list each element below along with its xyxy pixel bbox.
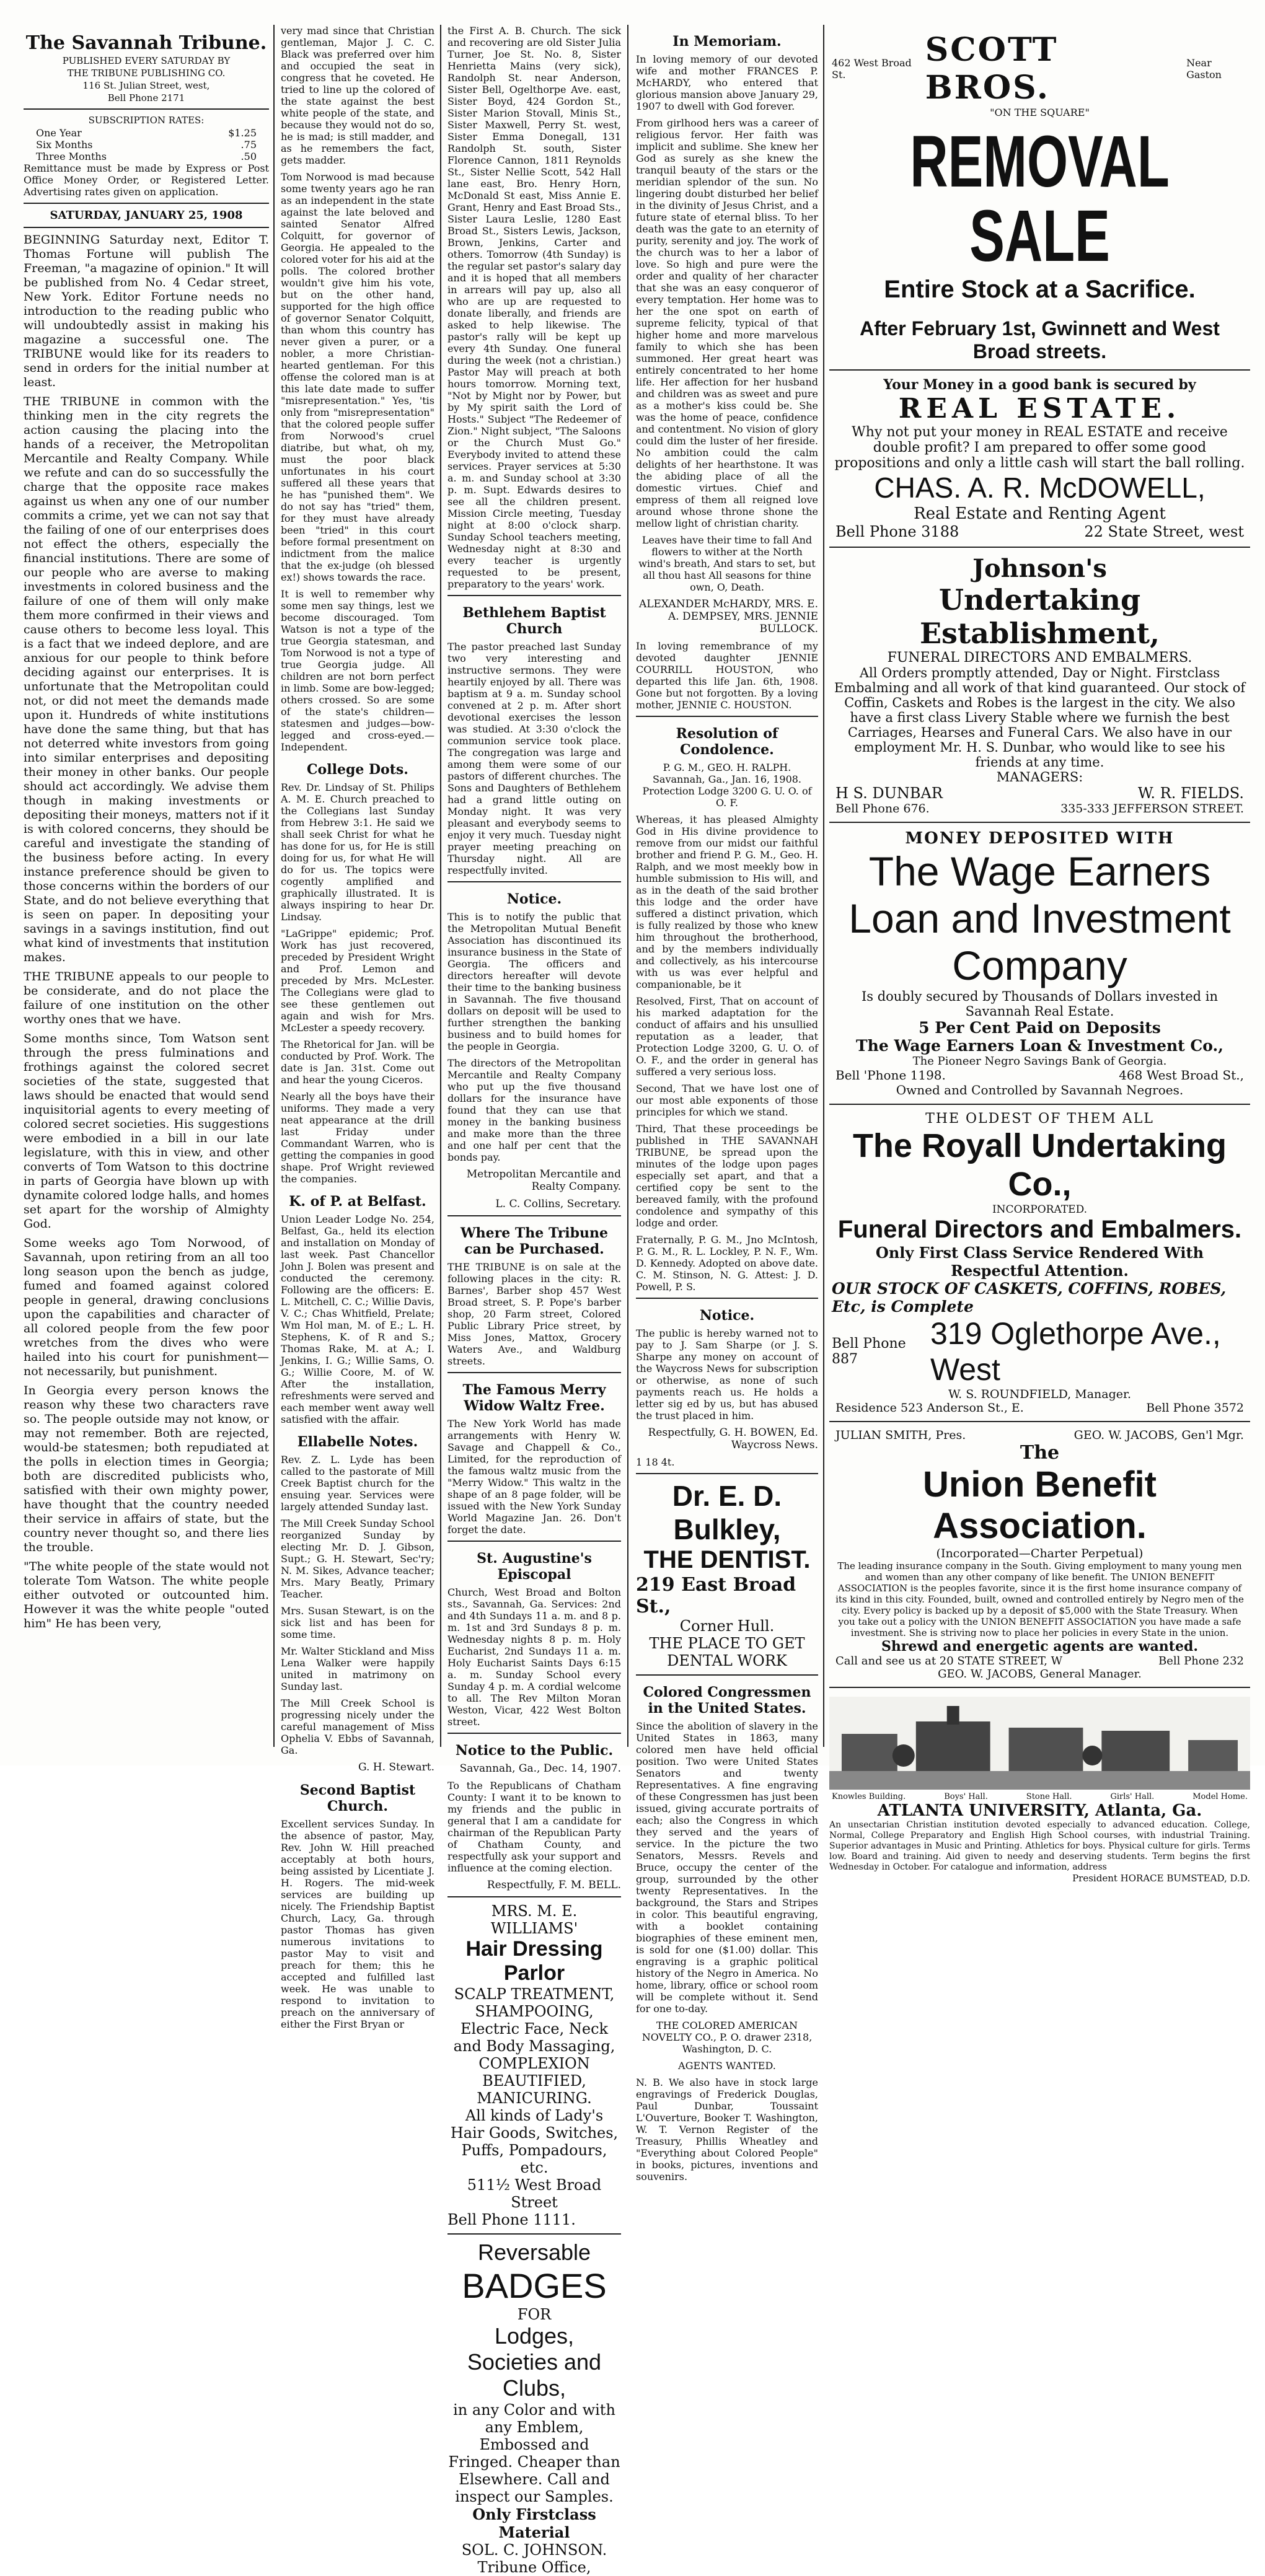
royall-top: THE OLDEST OF THEM ALL [925,1111,1154,1127]
divider [24,203,269,204]
union-pres: JULIAN SMITH, Pres. [835,1428,966,1442]
hair-parlor-title: Hair Dressing Parlor [465,1937,603,1985]
where-heading: Where The Tribune can be Purchased. [460,1225,609,1257]
royall-stock: OUR STOCK OF CASKETS, COFFINS, ROBES, Etc, is Complete [832,1280,1227,1316]
public-notice-paragraph: To the Republicans of Chatham County: I want it to be known to my friends and the public in general that I am a candidate for chairman of the Republican Party of Chatham County, and respectfully ask your support and influence at the coming election. [447,1780,621,1874]
royall-ad [829,1105,1250,1422]
column-5-ads [824,25,1255,1884]
wage-address: 468 West Broad St., [1119,1068,1244,1083]
dentist-corner: Corner Hull. [679,1617,775,1635]
badges-title: BADGES [462,2266,607,2305]
manager-1: H S. DUNBAR [835,785,943,802]
royall-bell: Bell Phone 887 [832,1336,906,1367]
dentist-title: THE DENTIST. [643,1546,811,1573]
rate-row: Six Months .75 [36,139,257,151]
badges-reversable: Reversable [477,2240,591,2265]
royall-only: Only First Class Service Rendered With [875,1244,1204,1262]
public-notice-date: Savannah, Ga., Dec. 14, 1907. [459,1762,621,1775]
college-paragraph: Rev. Dr. Lindsay of St. Philips A. M. E. Church preached to the Collegians last Sunday from Hebrew 3:1. He said we shall seek Christ for what he has done for us, for He is still doing for us, for what He will do for us. The topics were cogently amplified and graphically illustrated. It is always inspiring to hear Dr. Lindsay. [281,781,434,923]
johnson-name: Johnson's [972,554,1107,583]
kofp-paragraph: Union Leader Lodge No. 254, Belfast, Ga., held its election and installation on Monday of last week. Past Chancellor John J. Bolen was present and conducted the ceremony. Following are the officers: E. L. Mitchell, C. C.; Willie Davis, V. C.; Chas Whitfield, Prelate; Wm Hol man, M. of E.; L. H. Stephens, K. of R and S.; Thomas Rake, M. at A.; I. Jenkins, I. G.; Willie Sams, O. G.; Willie Coore, M. of W. After the installation, refreshments were served and each member went away well satisfied with the affair. [281,1213,434,1425]
wage-title: The Wage Earners Loan and Investment Company [848,848,1231,988]
badges-lodges: Lodges, Societies and Clubs, [467,2323,602,2401]
resolution-signatures: Fraternally, P. G. M., Jno McIntosh, P. G. M., R. L. Lockley, P. N. F., Wm. D. Kennedy. Adopted on above date. C. M. Stinson, N. G. Attest: J. D. Powell, P. S. [636,1234,818,1293]
rate-row: Three Months .50 [36,151,257,162]
masthead-publisher: THE TRIBUNE PUBLISHING CO. [67,68,226,79]
column-1 [19,25,274,1753]
removal-sale: REMOVAL SALE [910,121,1170,277]
notice-paragraph: This is to notify the public that the Metropolitan Mutual Benefit Association has discontinued its insurance business in the State of Georgia. The officers and directors hereafter will devote their time to the banking business in Savannah. The five thousand dollars on deposit will be used to further strengthen the banking business and to build homes for the people in Georgia. [447,911,621,1052]
public-notice-signature: Respectfully, F. M. BELL. [487,1879,621,1891]
johnson-managers: MANAGERS: [996,770,1083,785]
wage-percent: 5 Per Cent Paid on Deposits [919,1019,1161,1037]
mcdowell-address: 22 State Street, west [1084,523,1244,540]
mcdowell-sub: Real Estate and Renting Agent [914,504,1166,523]
wage-pioneer: The Pioneer Negro Savings Bank of Georgia. [912,1055,1167,1068]
johnson-title: Undertaking Establishment, [919,583,1160,650]
royall-address: 319 Oglethorpe Ave., West [930,1316,1221,1387]
remittance-note: Remittance must be made by Express or Post Office Money Order, or Registered Letter. Advertising rates given on application. [24,162,269,198]
college-dots-heading: College Dots. [307,762,408,778]
divider [447,1896,621,1897]
church-paragraph: the First A. B. Church. The sick and recovering are old Sister Julia Turner, Joe St. No. 8, Sister Henrietta Mains (very sick), Randolph St. near Anderson, Sister Bell, Ogelthorpe Ave. east, Sister Boyd, 424 Gordon St., Sister Marion Stovall, Minis St., Sister Maxwell, Perry St. west, Sister Emma Donegall, 131 Randolph St. south, Sister Florence Cannon, 1811 Reynolds St., Sister Nellie Scott, 542 Hall lane east, Bro. Henry Horn, McDonald St east, Miss Annie E. Grant, Henry and East Broad Sts., Sister Laura Leslie, 1280 East Broad St., Sisters Lewis, Jackson, Brown, Jenkins, Carter and others. Tomorrow (4th Sunday) is the regular set pastor's salary day and it is hoped that all members in arrears will pay up, also all who are up are requested to donate liberally, and friends are asked to help likewise. The pastor's rally will be kept up every 4th Sunday. One funeral during the week (not a christian.) Pastor May will preach at both hours tomorrow. Morning text, "Not by Might nor by Power, but by My spirit saith the Lord of Hosts." Subject "The Redeemer of Zion." Night subject, "The Saloons or the Church Must Go." Everybody invited to attend these services. Prayer services at 5:30 a. m. and Sunday school at 3:30 p. m. Supt. Edwards desires to see all the children present. Mission Circle meeting, Tuesday night at 8:00 o'clock sharp. Sunday School teachers meeting, Wednesday night at 8:30 and every teacher is urgently requested to be present, preparatory to the years' work. [447,25,621,590]
augustine-paragraph: Church, West Broad and Bolton sts., Savannah, Ga. Services: 2nd and 4th Sundays 11 a. m. and 8 p. m. 1st and 3rd Sundays 8 p. m. Wednesday nights 8 p. m. Holy Eucharist, 2nd Sundays 11 a. m. Holy Eucharist Saints Days 6:15 a. m. Sunday School every Sunday 4 p. m. A cordial welcome to all. The Rev Milton Moran Weston, Vicar, 422 West Bolton street. [447,1586,621,1728]
dentist-name: Dr. E. D. Bulkley, [672,1480,782,1545]
public-notice-heading: Notice to the Public. [455,1743,614,1759]
kofp-heading: K. of P. at Belfast. [289,1193,426,1210]
hair-phone: Bell Phone 1111. [447,2211,576,2228]
rate-row: One Year $1.25 [36,127,257,139]
building-label: Boys' Hall. [944,1792,988,1801]
editorial-paragraph: THE TRIBUNE appeals to our people to be considerate, and do not place the failure of one institution on the other worthy ones that we have. [24,970,269,1026]
column-rule [440,25,441,1747]
scott-near: Near Gaston [1186,57,1222,81]
divider [447,1215,621,1216]
dentist-address: 219 East Broad St., [636,1574,796,1617]
memoriam-signatures: ALEXANDER McHARDY, MRS. E. A. DEMPSEY, MRS. JENNIE BULLOCK. [638,598,818,635]
editorial-paragraph: Some weeks ago Tom Norwood, of Savannah, upon retiring from an all too long season upon the bench as judge, fumed and foamed against colored people in general, drawing conclusions upon the capabilities and character of all colored people from the few poor wretches from the dives who were hailed into his court for punishment—not necessarily, but punishment. [24,1236,269,1378]
column-3 [443,25,626,2576]
union-benefit-ad [829,1422,1250,1688]
divider [447,881,621,882]
ellabelle-paragraph: Rev. Z. L. Lyde has been called to the pastorate of Mill Creek Baptist church for the ensuing year. Services were largely attended Sunday last. [281,1454,434,1513]
divider [447,1372,621,1373]
divider [24,108,269,110]
union-phone: Bell Phone 232 [1158,1655,1244,1668]
divider [636,1298,818,1299]
divider [447,1733,621,1734]
hair-service: SCALP TREATMENT, [454,1985,615,2003]
ellabelle-signature: G. H. Stewart. [358,1761,434,1774]
real-estate-top: Your Money in a good bank is secured by [883,377,1196,393]
wage-company: The Wage Earners Loan & Investment Co., [856,1037,1223,1055]
resolution-paragraph: Second, That we have lost one of our most able exponents of those principles for which we stand. [636,1083,818,1118]
real-estate-text: Why not put your money in REAL ESTATE and receive double profit? I am prepared to offer some good propositions and only a little cash will start the ball rolling. [834,424,1245,471]
resolution-paragraph: Whereas, it has pleased Almighty God in His divine providence to remove from our midst our faithful brother and friend P. G. M., Geo. H. Ralph, and we most meekly bow in humble submission to His will, and as in the death of the said brother this lodge and the order have suffered a distinct privation, which is fully realized by those who knew him throughout the brotherhood, and by the members individually and collectively, as his intercourse with us was ever helpful and companionable, be it [636,814,818,990]
building-label: Knowles Building. [832,1792,906,1801]
divider [636,1473,818,1474]
ellabelle-paragraph: Mrs. Susan Stewart, is on the sick list and has been for some time. [281,1605,434,1640]
divider [447,595,621,596]
wage-top: MONEY DEPOSITED WITH [905,829,1175,848]
hair-service: SHAMPOOING, [475,2003,594,2020]
column-rule [627,25,628,1747]
johnson-ad [829,548,1250,823]
union-mgr: GEO. W. JACOBS, Gen'l Mgr. [1073,1428,1244,1442]
second-baptist-heading: Second Baptist Church. [299,1782,416,1814]
ellabelle-heading: Ellabelle Notes. [297,1434,418,1450]
johnson-sub: FUNERAL DIRECTORS AND EMBALMERS. [887,650,1192,666]
subscription-heading: SUBSCRIPTION RATES: [88,115,205,126]
mcdowell-phone: Bell Phone 3188 [835,523,959,540]
royall-name: The Royall Undertaking Co., [852,1127,1227,1203]
scott-bros-ad [829,25,1250,371]
scott-sub: "ON THE SQUARE" [990,107,1090,118]
where-paragraph: THE TRIBUNE is on sale at the following places in the city: R. Barnes', Barber shop 457 West Broad street, S. P. Pope's barber shop, 20 Farm street, Colored Public Library Price street, by Miss Jones, Mattox, Grocery Waters Ave., and Waldburg streets. [447,1261,621,1367]
royall-funeral: Funeral Directors and Embalmers. [837,1216,1242,1243]
editorial-paragraph: "The white people of the state would not tolerate Tom Watson. The white people either outvoted or outcounted him. However it was the white people "outed him" He has been very, [24,1560,269,1630]
widow-paragraph: The New York World has made arrangements with Henry W. Savage and Chappell & Co., Limited, for the reproduction of the famous waltz music from the "Merry Widow." This waltz in the shape of an 8 page folder, will be issued with the New York Sunday World Magazine Jan. 26. Don't forget the date. [447,1418,621,1536]
union-text: The leading insurance company in the South. Giving employment to many young men and women than any other company of like benefit. The UNION BENEFIT ASSOCIATION is the peoples favorite, since it is the first home insurance company of its kind in this city. Founded, built, owned and controlled entirely by Negro men of the city. Every policy is backed up by a deposit of $5,000 with the State Treasury. When you take out a policy with the UNION BENEFIT ASSOCIATION you have made a safe investment. She is striving now to place her policies in every State in the union. [835,1560,1244,1638]
building-label: Model Home. [1192,1792,1248,1801]
royall-phone2: Bell Phone 3572 [1146,1401,1244,1415]
union-shrewd: Shrewd and energetic agents are wanted. [881,1638,1198,1655]
union-name: Union Benefit Association. [923,1464,1157,1546]
royall-manager: W. S. ROUNDFIELD, Manager. [948,1387,1132,1401]
divider [24,227,269,228]
badges-seller: SOL. C. JOHNSON. [461,2541,607,2559]
manager-2: W. R. FIELDS. [1137,785,1244,802]
divider [447,2233,621,2235]
resolution-paragraph: Third, That these proceedings be published in THE SAVANNAH TRIBUNE, be spread upon the minutes of the lodge upon pages especially set apart, and that a certified copy be sent to the bereaved family, with the profound condolence and sympathy of this lodge and order. [636,1123,818,1229]
union-the: The [1020,1442,1060,1464]
johnson-phone: Bell Phone 676. [835,802,930,815]
resolution-paragraph: Resolved, First, That on account of his marked adaptation for the conduct of affairs and his unsullied reputation as a leader, that Protection Lodge 3200, G. U. O. of O. F., and the order in general has suffered a very serious loss. [636,995,818,1078]
congressmen-heading: Colored Congressmen in the United States. [643,1684,811,1717]
widow-heading: The Famous Merry Widow Waltz Free. [462,1382,606,1414]
memoriam-paragraph: From girlhood hers was a career of religious fervor. Her faith was implicit and sublime. She knew her God as surely as she knew the tranquil beauty of the stars or the meridian splendor of the sun. No lingering doubt disturbed her belief in the divinity of Jesus Christ, and a future state of eternal bliss. To her death was the gate to an eternity of purity, serenity and joy. The work of the church was to her a labor of love. So high and pure were the order and quality of her character that she was an easy conqueror of every temptation. Her home was to her the one spot on earth of supreme felicity, typical of that higher home and more marvelous family to which she has been summoned. Her great heart was entirely concentrated to her home life. Her affection for her husband and children was as sweet and pure as a mother's kiss could be. She was the home of peace, confidence and contentment. No vision of glory could dim the luster of her fireside. No ambition could the calm delights of her hearthstone. It was the abiding place of all the domestic virtues. Chief and empress of them all reigned love around whose throne shone the mellow light of christian charity. [636,117,818,529]
memoriam-poem: Leaves have their time to fall And flowers to wither at the North wind's breath, And stars to set, but all thou hast All seasons for thine own, O, Death. [638,534,816,593]
badges-text: in any Color and with any Emblem, Embossed and Fringed. Cheaper than Elsewhere. Call and inspect our Samples. [448,2401,620,2505]
notice2-heading: Notice. [699,1308,755,1324]
notice2-signature: Respectfully, G. H. BOWEN, Ed. Waycross News. [648,1426,818,1451]
wage-owned: Owned and Controlled by Savannah Negroes. [896,1083,1184,1097]
editorial-paragraph: very mad since that Christian gentleman, Major J. C. C. Black was preferred over him and occupied the seat in congress that he coveted. He tried to line up the colored of the state against the best white people of the state, and because they would not do so, he is mad; is still madder, and as he remembers the fact, gets madder. [281,25,434,166]
congressmen-paragraph: Since the abolition of slavery in the United States in 1863, many colored men have held official position. Two were United States Senators and twenty Representatives. A fine engraving of these Congressmen has just been issued, giving accurate portraits of each; also the Congress in which they served and the years of service. In the picture the two Senators, Messrs. Revels and Bruce, occupy the center of the group, surrounded by the other twenty Representatives. In the background, the Stars and Stripes in color. This beautiful engraving, with a booklet containing biographies of these eminent men, is sold for one ($1.00) dollar. This engraving is a graphic political history of the Negro in America. No home, library, office or school room will be complete without it. Send for one to-day. [636,1720,818,2015]
congressmen-company: THE COLORED AMERICAN NOVELTY CO., P. O. drawer 2318, Washington, D. C. [641,2020,813,2055]
column-2 [276,25,439,2030]
building-label: Girls' Hall. [1110,1792,1155,1801]
union-incorporated: (Incorporated—Charter Perpetual) [936,1547,1144,1560]
column-4 [631,25,823,2183]
hair-service: Electric Face, Neck and Body Massaging, [453,2020,615,2055]
after-date: After February 1st, Gwinnett and West Broad streets. [860,317,1220,363]
hair-service: COMPLEXION BEAUTIFIED, [478,2055,590,2090]
memoriam-heading: In Memoriam. [672,33,782,50]
editorial-paragraph: In Georgia every person knows the reason why these two characters rave so. The people outside may not know, or may not remember. Both are rejected, would-be statesmen; both repudiated at the polls in election times in Georgia; both are discredited publicists who, satisfied with their own mighty power, have thought that the country needed their service in affairs of state, but the country never thought so, and there lies the trouble. [24,1384,269,1554]
resolution-heading: Resolution of Condolence. [676,726,778,758]
ellabelle-paragraph: The Mill Creek School is progressing nicely under the careful management of Miss Ophelia V. Ebbs of Savannah, Ga. [281,1697,434,1756]
editorial-paragraph: BEGINNING Saturday next, Editor T. Thomas Fortune will publish The Freeman, "a magazine of opinion." It will be published from No. 4 Cedar street, New York. Editor Fortune needs no introduction to the reading public who will undoubtedly assist in making his magazine a successful one. The TRIBUNE would like for its readers to send in orders for the initial number at least. [24,233,269,389]
johnson-text: All Orders promptly attended, Day or Night. Firstclass Embalming and all work of that kind guaranteed. Our stock of Coffin, Caskets and Robes is the largest in the city. We also have a first class Livery Stable where we furnish the best Carriages, Hearses and Funeral Cars. We also have in our employment Mr. H. S. Dunbar, who would like to see his friends at any time. [834,666,1246,770]
second-baptist-paragraph: Excellent services Sunday. In the absence of pastor, May, Rev. John W. Hill preached acceptably at both hours, being assisted by Licentiate J. H. Rogers. The mid-week services are building up nicely. The Friendship Baptist Church, Lacy, Ga. through pastor Thomas has given numerous invitations to pastor May to visit and preach for them; this he accepted and fulfilled last week. He was unable to respond to invitation to preach on the anniversary of either the First Bryan or [281,1818,434,2030]
divider [636,1674,818,1676]
resolution-sub: P. G. M., GEO. H. RALPH. Savannah, Ga., Jan. 16, 1908. Protection Lodge 3200 G. U. O. of O. F. [642,762,812,809]
college-paragraph: "LaGrippe" epidemic; Prof. Work has just recovered, preceded by President Wright and Prof. Lemon and preceded by Mrs. McLester. The Collegians were glad to see these gentlemen out again and wish for Mrs. McLester a speedy recovery. [281,928,434,1034]
union-gm: GEO. W. JACOBS, General Manager. [938,1668,1142,1681]
university-buildings-illustration [829,1697,1250,1790]
royall-residence: Residence 523 Anderson St., E. [835,1401,1024,1415]
college-paragraph: The Rhetorical for Jan. will be conducted by Prof. Work. The date is Jan. 31st. Come out and hear the young Ciceros. [281,1039,434,1086]
hair-parlor-owner: MRS. M. E. WILLIAMS' [490,1902,578,1937]
congressmen-nb: N. B. We also have in stock large engravings of Frederick Douglas, Paul Dunbar, Toussaint L'Ouverture, Booker T. Washington, W. T. Vernon Register of the Treasury, Phillis Wheatley and "Everything about Colored People" in books, pictures, inventions and souvenirs. [636,2077,818,2183]
editorial-paragraph: Some months since, Tom Watson sent through the press fulminations and frothings against the colored secret societies of the state, suggested that laws should be enacted that would send inquisitorial agents to every meeting of colored secret societies. His suggestions were embodied in a bill in our late legislature, with this in view, and other converts of Tom Watson to this doctrine in parts of Georgia have blown up with dynamite colored lodge halls, and homes set apart for the worship of Almighty God. [24,1032,269,1231]
editorial-paragraph: Tom Norwood is mad because some twenty years ago he ran as an independent in the state against the late beloved and sainted Senator Alfred Colquitt, for governor of Georgia. He appealed to the colored voter for his aid at the polls. The colored brother wouldn't give him his vote, but on the other hand, supported for the high office of governor Senator Colquitt, than whom this country has never given a purer, or a nobler, a more Christian-hearted gentleman. For this offense the colored man is at this late date made to suffer "misrepresentation." Yes, 'tis only from "misrepresentation" that the colored people suffer from Norwood's cruel diatribe, but what, oh my, must the poor black unfortunates in his court suffered all these years that he has "punished them". We do not say has "tried" them, for they must have already been "tried" in this court before formal presentment on indictment from the malice that the ex-judge (oh blessed ex!) shows towards the race. [281,171,434,583]
congressmen-agents: AGENTS WANTED. [678,2060,776,2072]
notice2-paragraph: The public is hereby warned not to pay to J. Sam Sharpe (or J. S. Sharpe any money on account of the Waycross News for subscription or otherwise, as none of such payments reach us. He holds a letter sig ed by us, but has abused the trust placed in him. [636,1327,818,1422]
union-call: Call and see us at 20 STATE STREET, W [835,1655,1063,1668]
augustine-heading: St. Augustine's Episcopal [477,1550,592,1583]
royall-respectful: Respectful Attention. [951,1262,1129,1280]
notice2-date: 1 18 4t. [636,1456,675,1468]
bethlehem-paragraph: The pastor preached last Sunday two very interesting and instructive sermons. They were heartily enjoyed by all. There was baptism at 9 a. m. Sunday school convened at 2 p. m. After short devotional exercises the lesson was studied. At 3:30 o'clock the communion service took place. The congregation was large and among them were some of our pastors of different churches. The Sons and Daughters of Bethlehem had a grand little outing on Monday night. It was very pleasant and everybody seems to enjoy it very much. Tuesday night prayer meeting preaching on Thursday night. All are respectfully invited. [447,641,621,876]
wage-text: Is doubly secured by Thousands of Dollars invested in Savannah Real Estate. [861,989,1219,1019]
entire-stock: Entire Stock at a Sacrifice. [884,276,1196,303]
ellabelle-paragraph: The Mill Creek Sunday School reorganized Sunday by electing Mr. D. J. Gibson, Supt.; G. H. Stewart, Sec'ry; N. M. Sikes, Advance teacher; Mrs. Mary Beatly, Primary Teacher. [281,1518,434,1600]
johnson-address: 335-333 JEFFERSON STREET. [1060,802,1244,815]
mcdowell-name: CHAS. A. R. McDOWELL, [874,472,1205,504]
divider [636,716,818,717]
badges-for: FOR [517,2306,552,2323]
issue-date: SATURDAY, JANUARY 25, 1908 [50,209,243,222]
bethlehem-heading: Bethlehem Baptist Church [462,605,606,637]
memoriam-2: In loving remembrance of my devoted daughter JENNIE COURRILL HOUSTON, who departed this life Jan. 6th, 1908. Gone but not forgotten. By a loving mother, JENNIE C. HOUSTON. [636,640,818,711]
scott-name: SCOTT BROS. [925,31,1059,107]
masthead-address: 116 St. Julian Street, west, [82,80,210,91]
memoriam-paragraph: In loving memory of our devoted wife and mother FRANCES P. McHARDY, who entered that glorious mansion above January 29, 1907 to dwell with God forever. [636,53,818,112]
building-label: Stone Hall. [1026,1792,1072,1801]
atlanta-name: ATLANTA UNIVERSITY, Atlanta, Ga. [877,1801,1202,1820]
ellabelle-paragraph: Mr. Walter Stickland and Miss Lena Walker were happily united in matrimony on Sunday last. [281,1645,434,1692]
atlanta-president: President HORACE BUMSTEAD, D.D. [1072,1873,1250,1884]
masthead-phone: Bell Phone 2171 [107,92,185,103]
badges-office: Tribune Office, [477,2559,591,2576]
royall-incorporated: INCORPORATED. [992,1203,1088,1216]
college-paragraph: Nearly all the boys have their uniforms. They made a very neat appearance at the drill last Friday under Commandant Warren, who is getting the companies in good shape. Prof Wright reviewed the companies. [281,1091,434,1185]
atlanta-university-ad [829,1688,1250,1884]
notice-signature: L. C. Collins, Secretary. [495,1198,621,1210]
divider [447,1541,621,1542]
real-estate-title: REAL ESTATE. [898,393,1181,424]
real-estate-ad [829,371,1250,548]
dentist-place: THE PLACE TO GET DENTAL WORK [649,1635,805,1669]
wage-phone: Bell 'Phone 1198. [835,1068,946,1083]
hair-address: 511½ West Broad Street [467,2176,602,2211]
hair-service: All kinds of Lady's Hair Goods, Switches, Puffs, Pompadours, etc. [450,2107,619,2176]
notice-heading: Notice. [506,891,562,907]
notice-signature: Metropolitan Mercantile and Realty Company. [466,1168,621,1193]
wage-earners-ad [829,823,1250,1105]
scott-address: 462 West Broad St. [832,57,912,81]
atlanta-text: An unsectarian Christian institution devoted especially to advanced education. College, Normal, College Preparatory and English High School courses, with industrial Training. Superior advantages in Music and Printing. Athletics for boys. Physical culture for girls. Terms low. Board and training. Aid given to needy and deserving students. Term begins the first Wednesday in October. For catalogue and information, address [829,1820,1250,1872]
hair-service: MANICURING. [477,2090,592,2107]
editorial-paragraph: THE TRIBUNE in common with the thinking men in the city regrets the action causing the placing into the hands of a receiver, the Metropolitan Mercantile and Realty Company. While we refute and can do so successfully the charge that the opposite race makes against us when any one of our number commits a crime, yet we can not say that the failing of one of our enterprises does not effect the others, especially the financial institutions. There are some of our people who are averse to making investments in colored business and the failure of one of them will only make them more confirmed in their views and cause others to become less loyal. This is a fact that we indeed deplore, and are anxious for our people to think before deciding against our enterprises. It is unfortunate that the Metropolitan could not, or did not meet the demands made upon it. Hundreds of white institutions have done the same thing, but that has not deterred white investors from going into similar enterprises and depositing their money in other banks. Our people should act accordingly. We advise them though in making investments or depositing their moneys, matters not if it is with colored concerns, they should be careful and investigate the standing of the business before acting. In every instance preference should be given to those concerns within the borders of our State, and do not believe everything that is seen on paper. In depositing your savings in a savings institution, find out what kind of investments that institution makes. [24,395,269,964]
notice-paragraph: The directors of the Metropolitan Mercantile and Realty Company who put up the five thousand dollars for the insurance have found that they can use that money in the banking business and make more than the three and one half per cent that the bonds pay. [447,1057,621,1163]
masthead-title: The Savannah Tribune. [25,32,267,54]
editorial-paragraph: It is well to remember why some men say things, lest we become discouraged. Tom Watson is not a type of the true Georgia statesman, and Tom Norwood is not a type of true Georgia judge. All children are not born perfect in limb. Some are bow-legged; others crossed. So are some of the state's children—statesmen and judges—bow-legged and cross-eyed.—Independent. [281,588,434,753]
badges-material: Only Firstclass Material [472,2505,596,2541]
masthead-published: PUBLISHED EVERY SATURDAY BY [62,55,231,66]
